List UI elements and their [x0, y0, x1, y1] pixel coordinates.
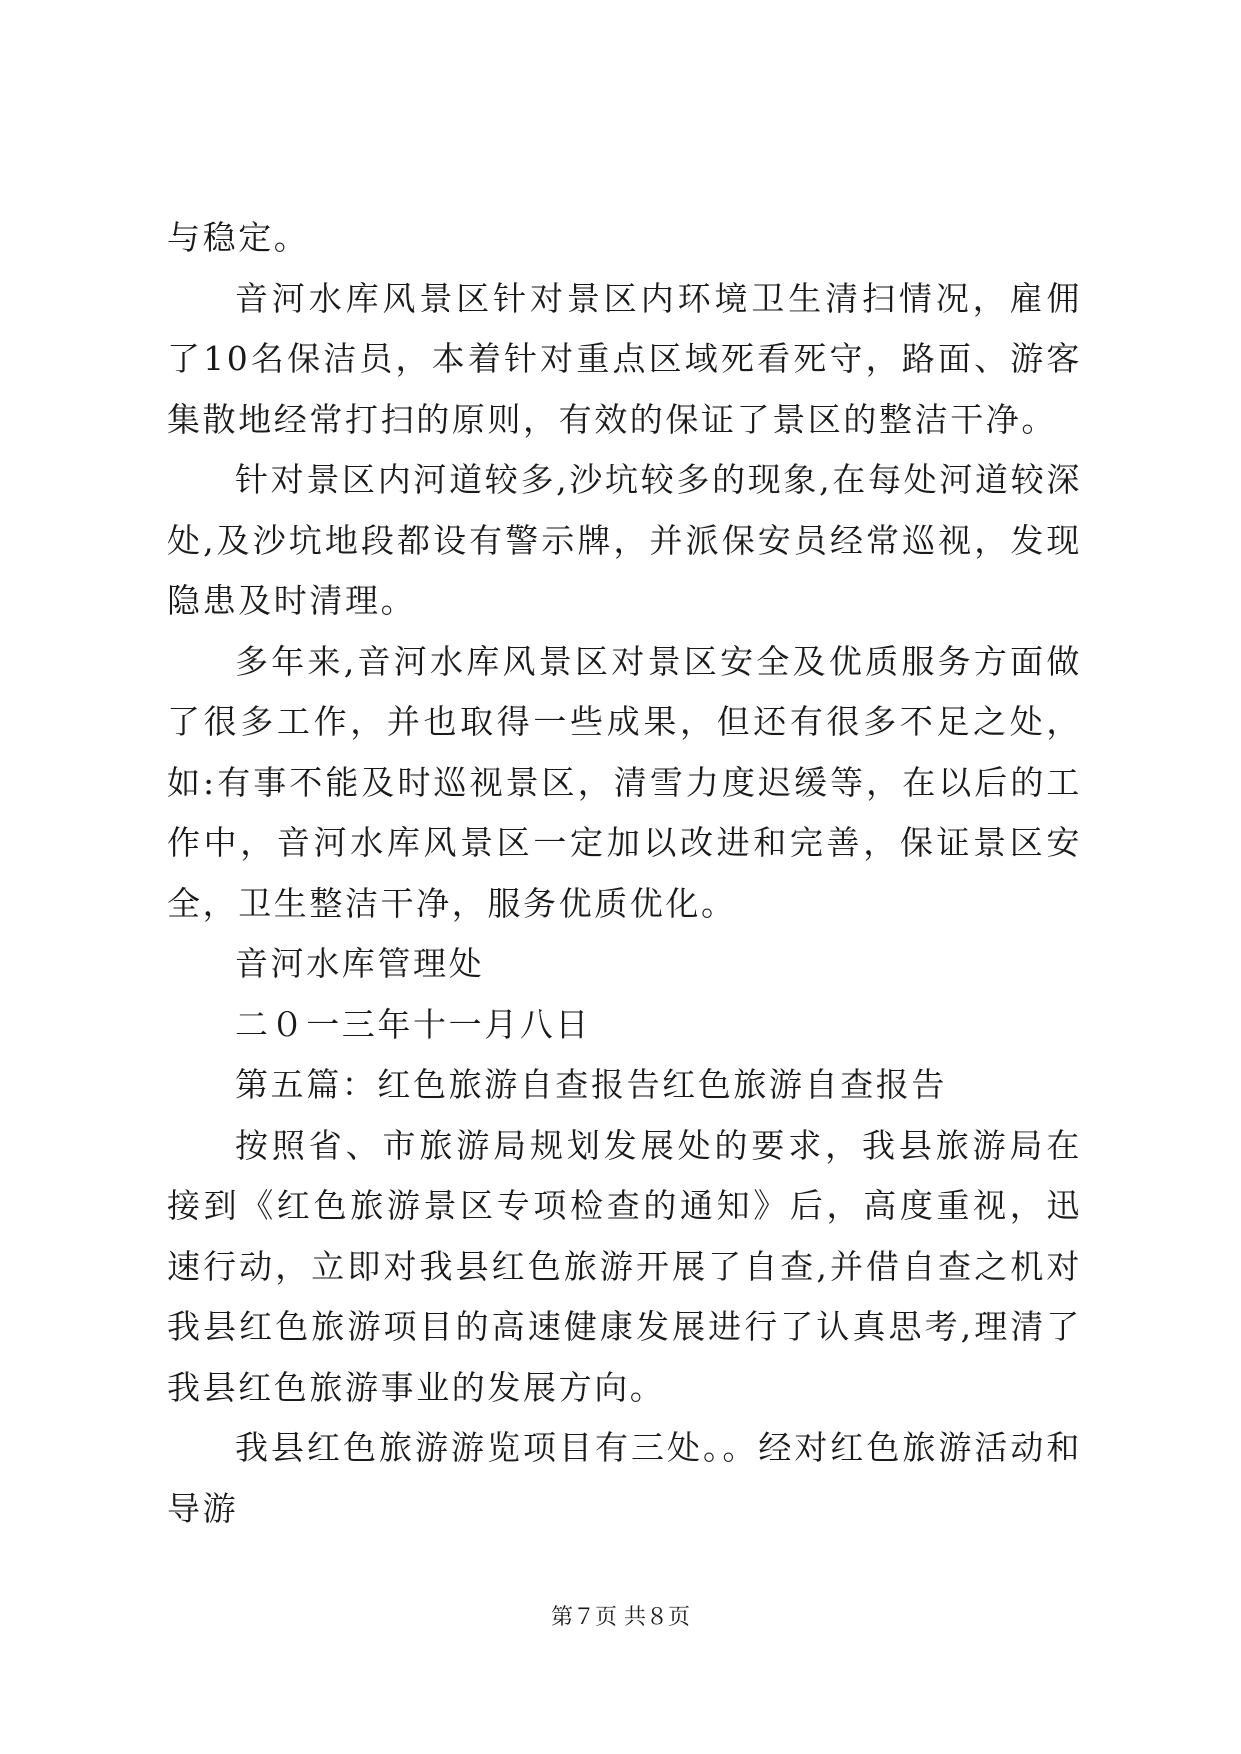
page-number-footer: 第７页 共８页	[551, 1605, 690, 1630]
section-heading: 第五篇：红色旅游自查报告红色旅游自查报告	[235, 1065, 947, 1104]
paragraph-cleaning: 音河水库风景区针对景区内环境卫生清扫情况，雇佣了10名保洁员，本着针对重点区域死看死守，路面、游客集散地经常打扫的原则，有效的保证了景区的整洁干净。	[167, 278, 1082, 439]
paragraph-continuation: 与稳定。	[167, 218, 310, 257]
signature-date: 二０一三年十一月八日	[235, 1004, 591, 1044]
paragraph-red-tourism-intro: 按照省、市旅游局规划发展处的要求，我县旅游局在接到《红色旅游景区专项检查的通知》后，高度重视，迅速行动，立即对我县红色旅游开展了自查,并借自查之机对我县红色旅游项目的高速健康发展进行了认真思考,理清了我县红色旅游事业的发展方向。	[167, 1125, 1082, 1407]
paragraph-safety-signs: 针对景区内河道较多,沙坑较多的现象,在每处河道较深处,及沙坑地段都设有警示牌，并派保安员经常巡视，发现隐患及时清理。	[167, 460, 1082, 620]
document-body	[167, 208, 1082, 1539]
paragraph-red-tourism-projects: 我县红色旅游游览项目有三处。。经对红色旅游活动和导游	[167, 1428, 1082, 1528]
paragraph-summary: 多年来,音河水库风景区对景区安全及优质服务方面做了很多工作，并也取得一些成果，但还有很多不足之处，如:有事不能及时巡视景区，清雪力度迟缓等，在以后的工作中，音河水库风景区一定加以改进和完善，保证景区安全，卫生整洁干净，服务优质优化。	[167, 641, 1082, 923]
signature-organization: 音河水库管理处	[235, 944, 485, 983]
